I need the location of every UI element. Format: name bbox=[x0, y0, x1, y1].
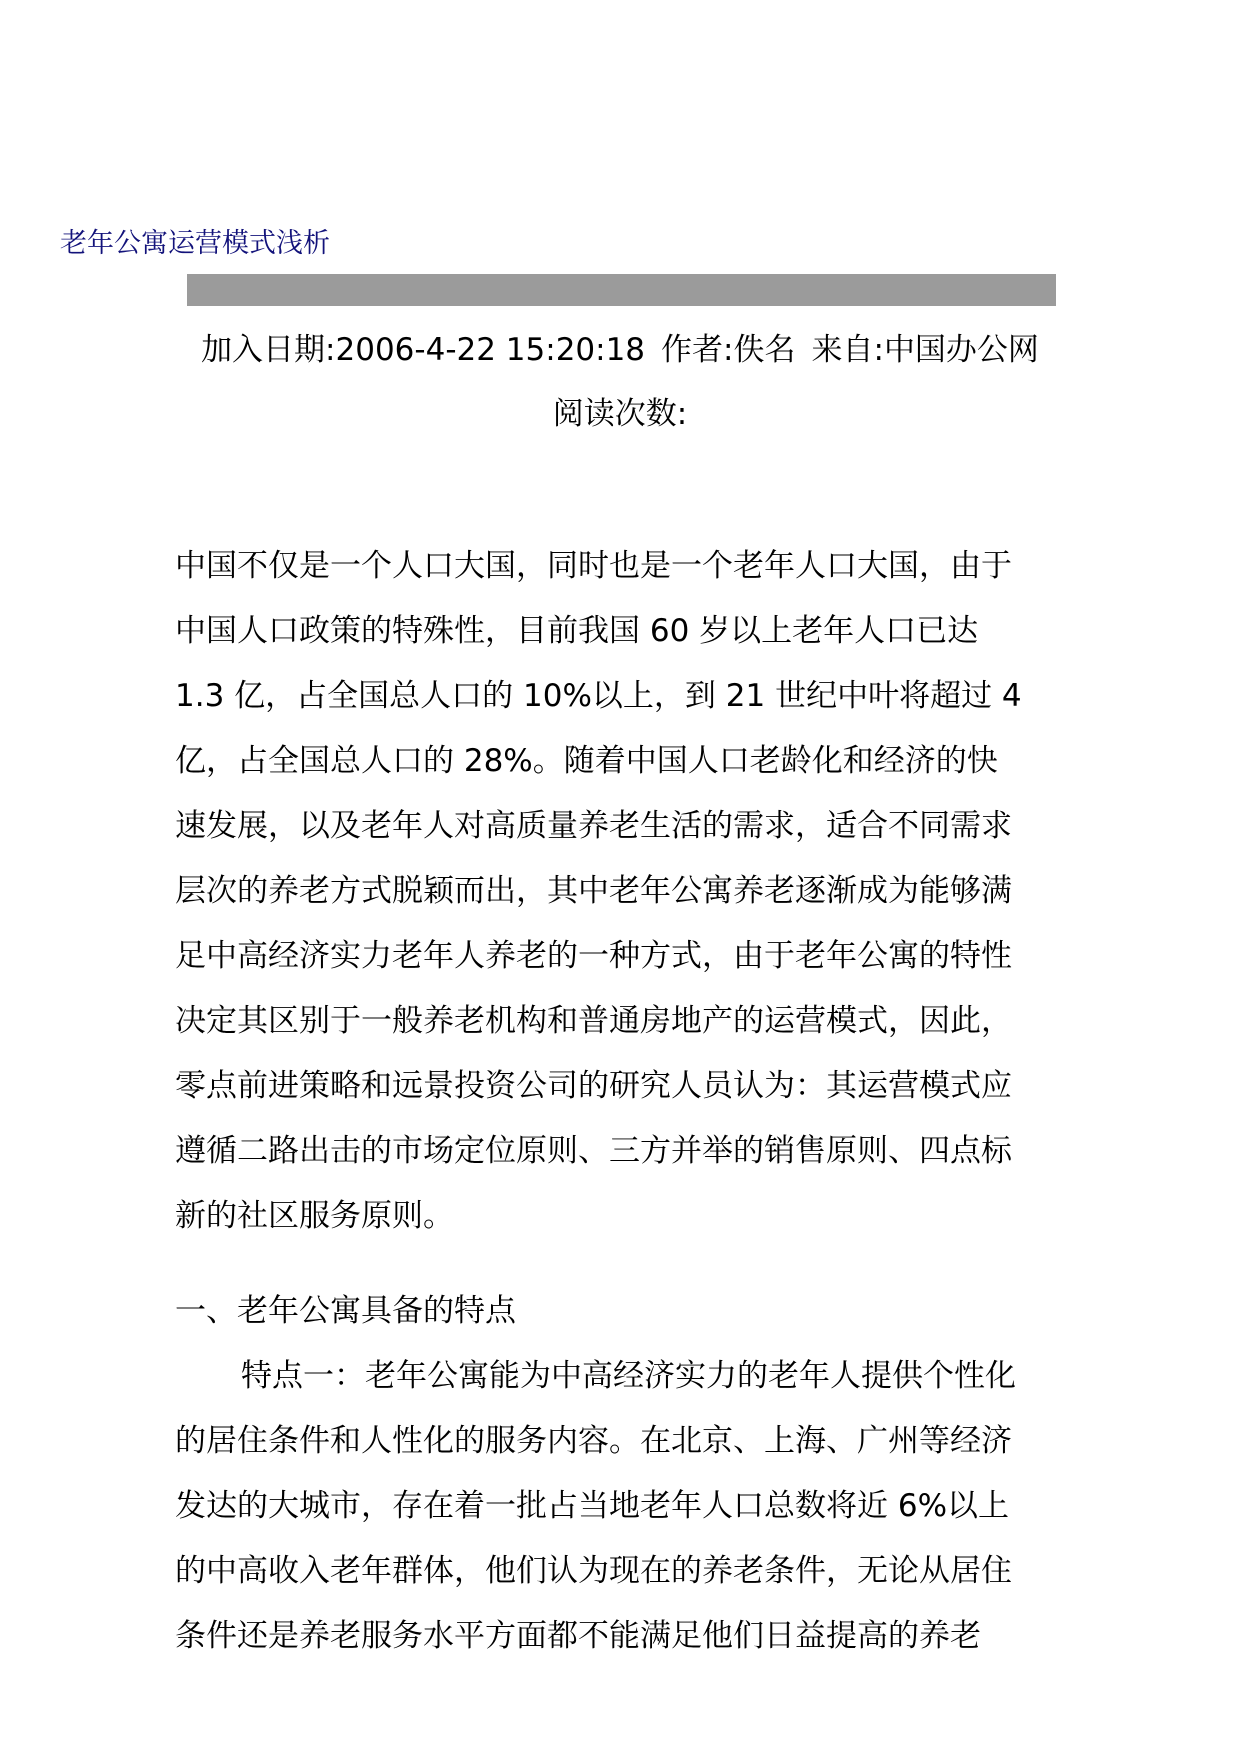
author-label: 作者: bbox=[661, 332, 734, 368]
article-meta bbox=[180, 318, 1060, 446]
intro-line: 足中高经济实力老年人养老的一种方式，由于老年公寓的特性 bbox=[175, 938, 1012, 974]
reads-count: 阅读次数: bbox=[552, 396, 688, 432]
intro-line: 零点前进策略和远景投资公司的研究人员认为：其运营模式应 bbox=[175, 1068, 1012, 1104]
article-body bbox=[175, 534, 1075, 1669]
meta-row bbox=[180, 318, 1060, 382]
intro-line: 中国人口政策的特殊性，目前我国 60 岁以上老年人口已达 bbox=[175, 613, 979, 649]
title-divider-bar bbox=[187, 274, 1056, 306]
source-value: 中国办公网 bbox=[883, 332, 1039, 368]
intro-line: 遵循二路出击的市场定位原则、三方并举的销售原则、四点标 bbox=[175, 1133, 1012, 1169]
intro-line: 亿，占全国总人口的 28%。随着中国人口老龄化和经济的快 bbox=[175, 743, 998, 779]
source-label: 来自: bbox=[811, 332, 884, 368]
date-value: 2006-4-22 15:20:18 bbox=[335, 332, 646, 368]
intro-line: 中国不仅是一个人口大国，同时也是一个老年人口大国，由于 bbox=[175, 548, 1012, 584]
section-line: 的中高收入老年群体，他们认为现在的养老条件，无论从居住 bbox=[175, 1553, 1012, 1589]
section-heading: 一、老年公寓具备的特点 bbox=[175, 1293, 516, 1329]
section-line: 特点一：老年公寓能为中高经济实力的老年人提供个性化 bbox=[241, 1358, 1016, 1394]
intro-line: 新的社区服务原则。 bbox=[175, 1198, 454, 1234]
article-title: 老年公寓运营模式浅析 bbox=[60, 228, 330, 259]
section-line: 的居住条件和人性化的服务内容。在北京、上海、广州等经济 bbox=[175, 1423, 1012, 1459]
intro-line: 层次的养老方式脱颖而出，其中老年公寓养老逐渐成为能够满 bbox=[175, 873, 1012, 909]
section-line: 发达的大城市，存在着一批占当地老年人口总数将近 6%以上 bbox=[175, 1488, 1010, 1524]
intro-line: 速发展，以及老年人对高质量养老生活的需求，适合不同需求 bbox=[175, 808, 1012, 844]
author-value: 佚名 bbox=[733, 332, 796, 368]
intro-line: 1.3 亿，占全国总人口的 10%以上，到 21 世纪中叶将超过 4 bbox=[175, 678, 1022, 714]
intro-line: 决定其区别于一般养老机构和普通房地产的运营模式，因此， bbox=[175, 1003, 1012, 1039]
section-line: 条件还是养老服务水平方面都不能满足他们日益提高的养老 bbox=[175, 1618, 981, 1654]
date-label: 加入日期: bbox=[201, 332, 336, 368]
